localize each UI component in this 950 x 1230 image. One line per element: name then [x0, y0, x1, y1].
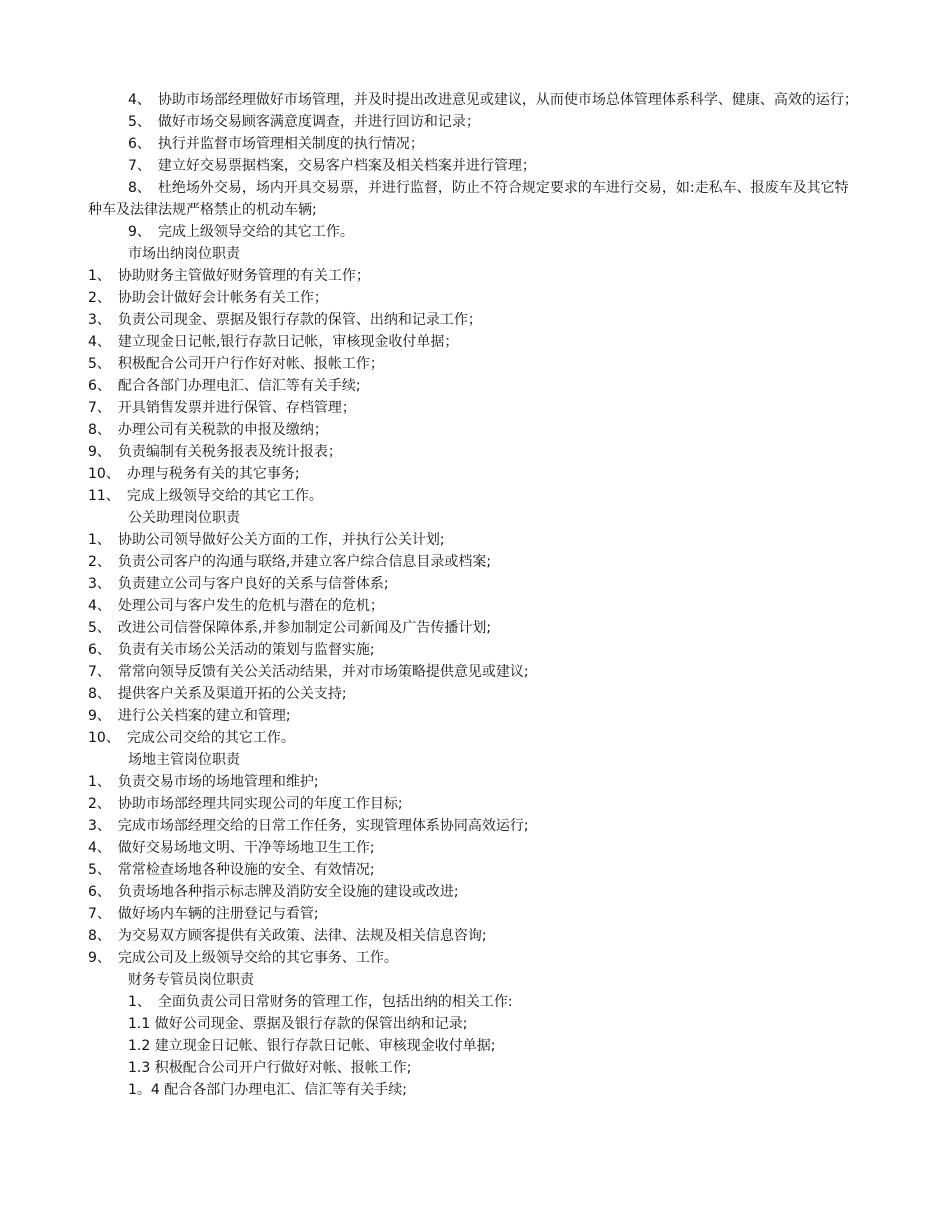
paragraph-line: 7、 开具销售发票并进行保管、存档管理；	[88, 400, 356, 416]
paragraph-line: 4、 协助市场部经理做好市场管理，并及时提出改进意见或建议，从而使市场总体管理体系科学、健康、高效的运行；	[128, 92, 858, 108]
paragraph-line: 8、 杜绝场外交易，场内开具交易票，并进行监督，防止不符合规定要求的车进行交易，如:走私车、报废车及其它特种车及法律法规严格禁止的机动车辆;	[88, 180, 849, 218]
document-body	[88, 89, 858, 1101]
paragraph-line: 1.2 建立现金日记帐、银行存款日记帐、审核现金收付单据;	[128, 1038, 496, 1054]
paragraph-line: 7、 做好场内车辆的注册登记与看管;	[88, 906, 319, 922]
paragraph-line: 5、 做好市场交易顾客满意度调查，并进行回访和记录；	[128, 114, 480, 130]
paragraph-line: 5、 积极配合公司开户行作好对帐、报帐工作；	[88, 356, 384, 372]
paragraph-line: 9、 完成上级领导交给的其它工作。	[128, 224, 354, 240]
paragraph-line: 1、 负责交易市场的场地管理和维护;	[88, 774, 319, 790]
paragraph-line: 6、 负责有关市场公关活动的策划与监督实施;	[88, 642, 375, 658]
section-heading: 公关助理岗位职责	[128, 510, 240, 526]
paragraph-line: 9、 进行公关档案的建立和管理;	[88, 708, 291, 724]
paragraph-line: 1、 全面负责公司日常财务的管理工作，包括出纳的相关工作:	[128, 994, 513, 1010]
paragraph-line: 9、 完成公司及上级领导交给的其它事务、工作。	[88, 950, 398, 966]
paragraph-line: 5、 常常检查场地各种设施的安全、有效情况;	[88, 862, 375, 878]
paragraph-line: 1。4 配合各部门办理电汇、信汇等有关手续;	[128, 1082, 407, 1098]
paragraph-line: 1、 协助公司领导做好公关方面的工作，并执行公关计划;	[88, 532, 445, 548]
paragraph-line: 2、 协助会计做好会计帐务有关工作；	[88, 290, 328, 306]
paragraph-line: 5、 改进公司信誉保障体系,并参加制定公司新闻及广告传播计划;	[88, 620, 492, 636]
paragraph-line: 3、 完成市场部经理交给的日常工作任务，实现管理体系协同高效运行;	[88, 818, 529, 834]
paragraph-line: 6、 配合各部门办理电汇、信汇等有关手续;	[88, 378, 361, 394]
paragraph-line: 6、 执行并监督市场管理相关制度的执行情况；	[128, 136, 424, 152]
paragraph-line: 6、 负责场地各种指示标志牌及消防安全设施的建设或改进;	[88, 884, 459, 900]
paragraph-line: 7、 建立好交易票据档案，交易客户档案及相关档案并进行管理；	[128, 158, 536, 174]
paragraph-line: 4、 做好交易场地文明、干净等场地卫生工作;	[88, 840, 375, 856]
paragraph-line: 4、 处理公司与客户发生的危机与潜在的危机；	[88, 598, 384, 614]
paragraph-line: 3、 负责公司现金、票据及银行存款的保管、出纳和记录工作；	[88, 312, 482, 328]
paragraph-line: 8、 为交易双方顾客提供有关政策、法律、法规及相关信息咨询;	[88, 928, 487, 944]
paragraph-line: 10、 办理与税务有关的其它事务;	[88, 466, 300, 482]
paragraph-line: 8、 提供客户关系及渠道开拓的公关支持;	[88, 686, 347, 702]
section-heading: 场地主管岗位职责	[128, 752, 240, 768]
paragraph-line: 9、 负责编制有关税务报表及统计报表；	[88, 444, 342, 460]
paragraph-line: 7、 常常向领导反馈有关公关活动结果，并对市场策略提供意见或建议;	[88, 664, 529, 680]
paragraph-line: 1、 协助财务主管做好财务管理的有关工作；	[88, 268, 370, 284]
paragraph-line: 3、 负责建立公司与客户良好的关系与信誉体系;	[88, 576, 389, 592]
paragraph-line: 1.1 做好公司现金、票据及银行存款的保管出纳和记录;	[128, 1016, 468, 1032]
section-heading: 财务专管员岗位职责	[128, 972, 254, 988]
paragraph-line: 11、 完成上级领导交给的其它工作。	[88, 488, 323, 504]
paragraph-line: 10、 完成公司交给的其它工作。	[88, 730, 295, 746]
paragraph-line: 4、 建立现金日记帐,银行存款日记帐，审核现金收付单据；	[88, 334, 459, 350]
paragraph-line: 8、 办理公司有关税款的申报及缴纳；	[88, 422, 328, 438]
section-heading: 市场出纳岗位职责	[128, 246, 240, 262]
paragraph-line: 2、 负责公司客户的沟通与联络,并建立客户综合信息目录或档案;	[88, 554, 492, 570]
paragraph-line: 1.3 积极配合公司开户行做好对帐、报帐工作;	[128, 1060, 412, 1076]
paragraph-line: 2、 协助市场部经理共同实现公司的年度工作目标;	[88, 796, 403, 812]
